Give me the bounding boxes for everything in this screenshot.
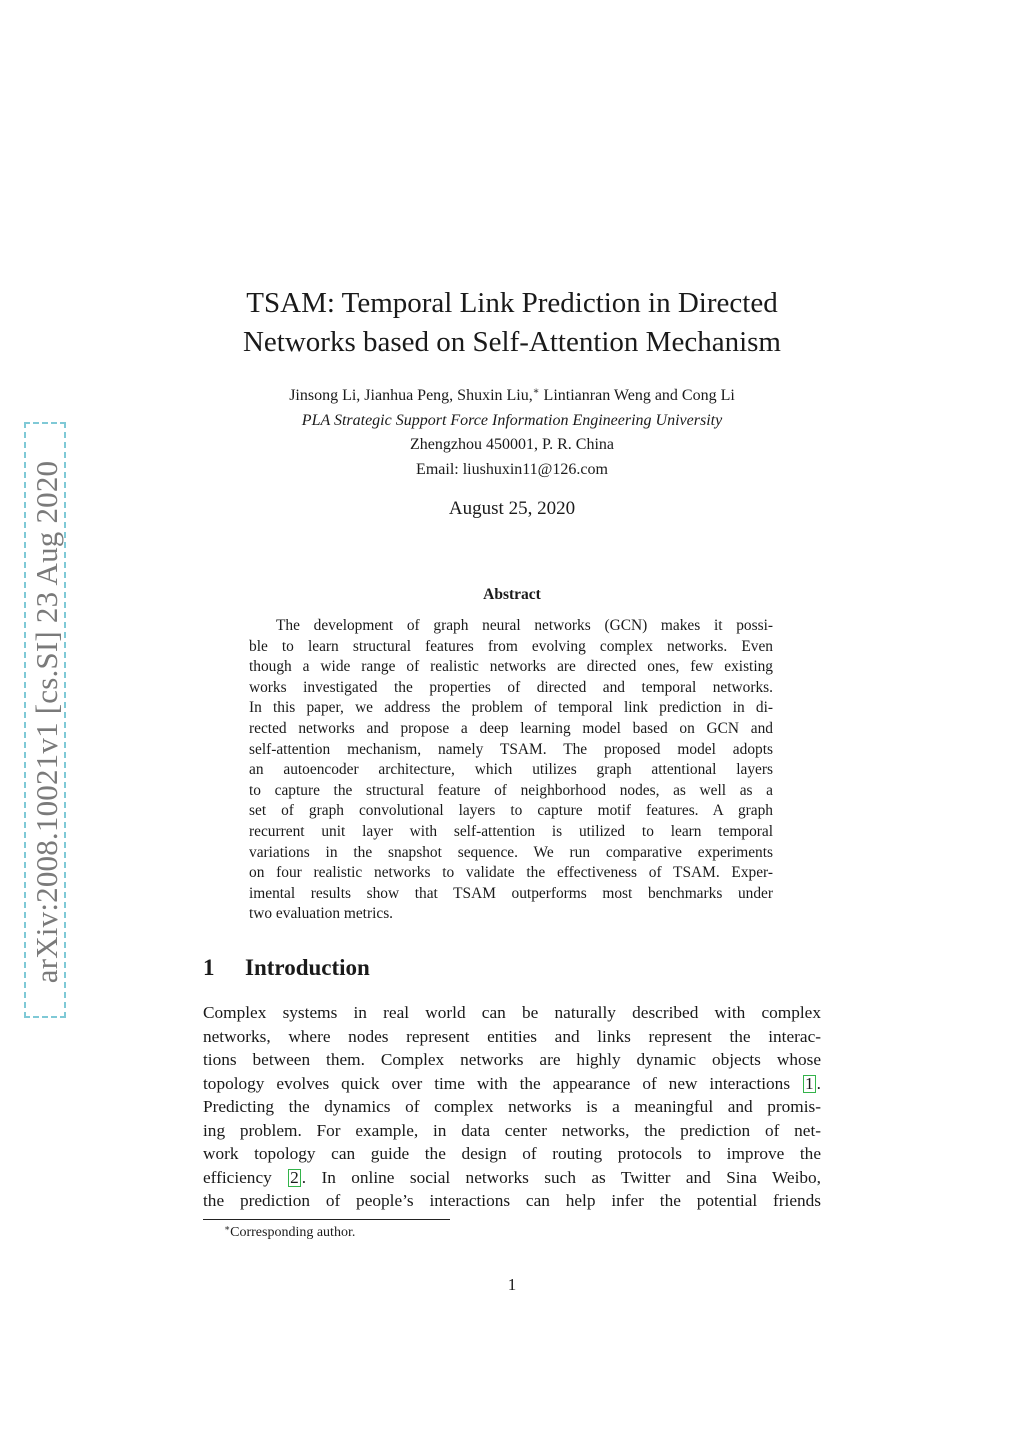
abstract-line: In this paper, we address the problem of temporal link prediction in di- (249, 699, 773, 717)
intro-line: ing problem. For example, in data center networks, the prediction of net- (203, 1120, 821, 1140)
abstract-line: two evaluation metrics. (249, 905, 394, 923)
footnote (224, 1225, 355, 1241)
intro-text: topology evolves quick over time with the appearance of new interactions (203, 1073, 803, 1093)
abstract-line: The development of graph neural networks (GCN) makes it possi- (276, 617, 773, 634)
introduction-body (203, 1001, 821, 1213)
author-block (200, 384, 824, 482)
author-names-after: Lintianran Weng and Cong Li (539, 387, 735, 404)
abstract-line: rected networks and propose a deep learning model based on GCN and (249, 719, 773, 737)
abstract-line: ble to learn structural features from evolving complex networks. Even (249, 637, 773, 655)
intro-line: tions between them. Complex networks are highly dynamic objects whose (203, 1050, 821, 1069)
intro-line: Predicting the dynamics of complex networks is a meaningful and promis- (203, 1097, 821, 1116)
intro-line (203, 1166, 821, 1190)
citation-link-1[interactable]: 1 (805, 1073, 814, 1093)
abstract-body (249, 616, 773, 925)
abstract-line: on four realistic networks to validate the effectiveness of TSAM. Exper- (249, 864, 773, 882)
abstract-line: though a wide range of realistic networks are directed ones, few existing (249, 658, 773, 676)
arxiv-identifier[interactable]: arXiv:2008.10021v1 [cs.SI] 23 Aug 2020 (29, 460, 64, 984)
section-number: 1 (203, 955, 215, 980)
author-affiliation: PLA Strategic Support Force Information Engineering University (301, 411, 723, 429)
paper-title-line-1: TSAM: Temporal Link Prediction in Directed (246, 287, 778, 319)
arxiv-side-stamp (24, 422, 66, 1018)
paper-title-line-2: Networks based on Self-Attention Mechanism (242, 326, 781, 358)
author-names (200, 384, 824, 409)
intro-text: . (816, 1073, 821, 1093)
author-names-before: Jinsong Li, Jianhua Peng, Shuxin Liu, (289, 387, 533, 404)
intro-text: efficiency (203, 1167, 288, 1187)
author-email: Email: liushuxin11@126.com (416, 460, 608, 478)
abstract-line: set of graph convolutional layers to capture motif features. A graph (249, 802, 773, 820)
abstract-line: imental results show that TSAM outperforms most benchmarks under (249, 884, 773, 902)
abstract-line: variations in the snapshot sequence. We run comparative experiments (249, 843, 773, 861)
abstract-line: works investigated the properties of directed and temporal networks. (249, 678, 773, 696)
intro-line: networks, where nodes represent entities and links represent the interac- (203, 1026, 821, 1046)
abstract-line: an autoencoder architecture, which utilizes graph attentional layers (249, 761, 773, 779)
abstract-line: self-attention mechanism, namely TSAM. The proposed model adopts (249, 740, 773, 758)
section-title: Introduction (245, 955, 370, 980)
intro-line: work topology can guide the design of routing protocols to improve the (203, 1144, 821, 1163)
citation-link-2[interactable]: 2 (290, 1167, 299, 1187)
intro-line (203, 1072, 821, 1096)
abstract-heading: Abstract (483, 586, 541, 603)
footnote-mark: ∗ (224, 1223, 231, 1233)
intro-line: the prediction of people’s interactions can help infer the potential friends (203, 1191, 821, 1210)
abstract-line: to capture the structural feature of neighborhood nodes, as well as a (249, 781, 773, 799)
footnote-divider (203, 1219, 450, 1220)
abstract-line: recurrent unit layer with self-attention is utilized to learn temporal (249, 822, 773, 840)
paper-title (200, 284, 824, 362)
intro-line: Complex systems in real world can be naturally described with complex (203, 1003, 821, 1022)
section-heading-introduction (203, 955, 370, 981)
intro-text: . In online social networks such as Twitter and Sina Weibo, (301, 1167, 821, 1187)
page-number: 1 (507, 1275, 517, 1294)
footnote-text: Corresponding author. (230, 1225, 356, 1240)
author-address: Zhengzhou 450001, P. R. China (410, 436, 614, 453)
author-footnote-mark[interactable]: ∗ (532, 386, 540, 397)
paper-date: August 25, 2020 (448, 498, 576, 519)
